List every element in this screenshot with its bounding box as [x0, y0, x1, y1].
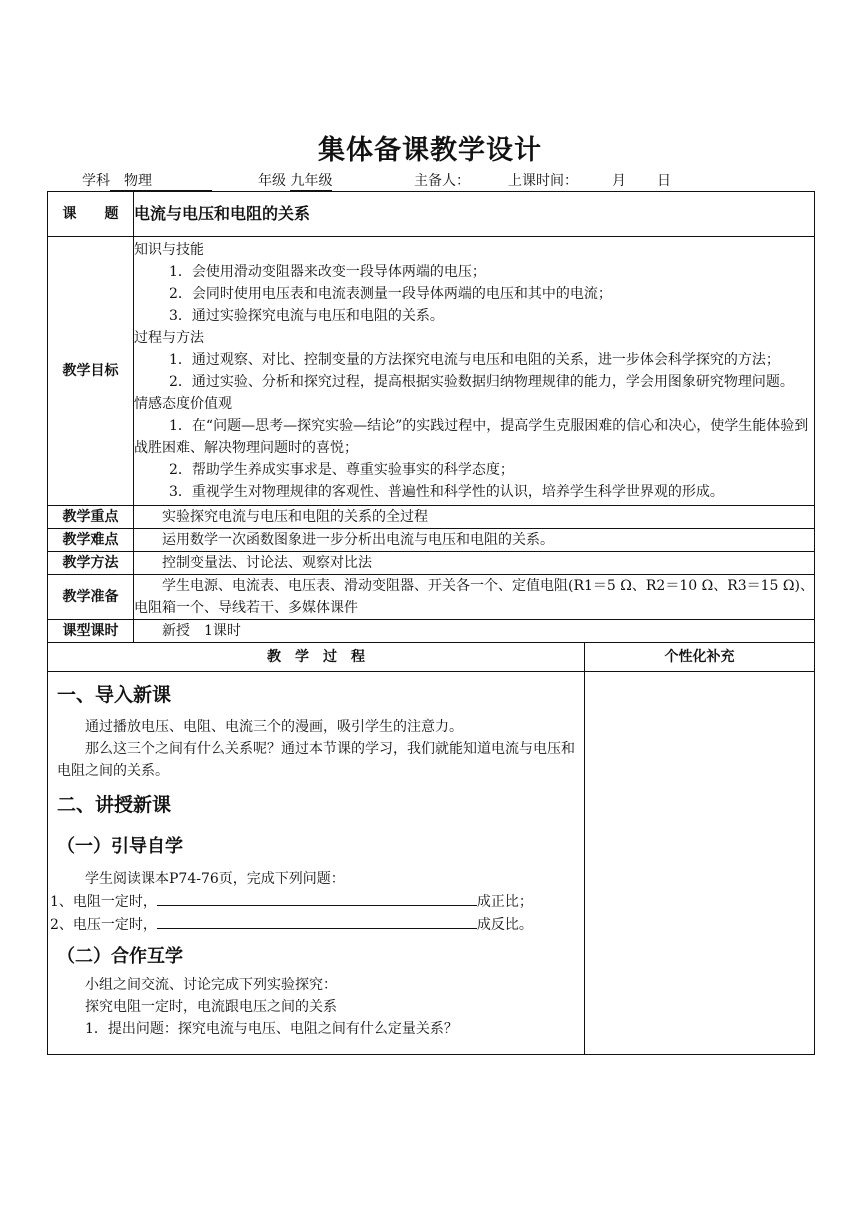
- goal-item: 3．重视学生对物理规律的客观性、普遍性和科学性的认识，培养学生科学世界观的形成。: [169, 484, 724, 500]
- supplement-header: 个性化补充: [585, 643, 815, 672]
- topic-row: [48, 192, 815, 237]
- goal-item: 2．会同时使用电压表和电流表测量一段导体两端的电压和其中的电流；: [169, 286, 612, 302]
- goals-heading-knowledge: 知识与技能: [134, 242, 204, 258]
- prep-value: 学生电源、电流表、电压表、滑动变阻器、开关各一个、定值电阻(R1＝5 Ω、R2＝10 Ω、R3＝15 Ω)、电阻箱一个、导线若干、多媒体课件: [134, 575, 815, 620]
- goals-content: [134, 237, 815, 506]
- topic-label: 课 题: [48, 192, 134, 237]
- question-2: [50, 913, 576, 936]
- key-label: 教学重点: [48, 506, 134, 529]
- prep-row: [48, 575, 815, 620]
- type-row: [48, 620, 815, 643]
- intro-paragraph: 那么这三个之间有什么关系呢？通过本节课的学习，我们就能知道电流与电压和电阻之间的关系。: [57, 741, 575, 779]
- process-header-row: [48, 643, 815, 672]
- answer-blank-2[interactable]: [157, 913, 477, 929]
- subsection-cooperation-heading: （二）合作互学: [57, 946, 183, 967]
- goal-item: 1．会使用滑动变阻器来改变一段导体两端的电压；: [169, 264, 486, 280]
- method-label: 教学方法: [48, 552, 134, 575]
- method-value: 控制变量法、讨论法、观察对比法: [134, 552, 815, 575]
- time-label: 上课时间：: [508, 173, 578, 189]
- grade-label: 年级: [258, 173, 286, 189]
- intro-paragraph: 通过播放电压、电阻、电流三个的漫画，吸引学生的注意力。: [85, 719, 463, 735]
- goal-item: 1．通过观察、对比、控制变量的方法探究电流与电压和电阻的关系，进一步体会科学探究的方法；: [169, 352, 780, 368]
- key-row: [48, 506, 815, 529]
- cooperation-paragraph: 1．提出问题：探究电流与电压、电阻之间有什么定量关系？: [85, 1021, 458, 1037]
- cooperation-paragraph: 小组之间交流、讨论完成下列实验探究：: [85, 977, 337, 993]
- goals-label: 教学目标: [48, 237, 134, 506]
- difficulty-label: 教学难点: [48, 529, 134, 552]
- goal-item: 2．帮助学生养成实事求是、尊重实验事实的科学态度；: [169, 462, 514, 478]
- goals-row: [48, 237, 815, 506]
- host-label: 主备人：: [414, 173, 470, 189]
- day-label: 日: [657, 173, 671, 189]
- process-header: 教 学 过 程: [48, 643, 585, 672]
- subject-value: 物理: [110, 170, 212, 191]
- key-value: 实验探究电流与电压和电阻的关系的全过程: [134, 506, 815, 529]
- difficulty-value: 运用数学一次函数图象进一步分析出电流与电压和电阻的关系。: [134, 529, 815, 552]
- goals-heading-process: 过程与方法: [134, 330, 204, 346]
- subsection-self-study-heading: （一）引导自学: [57, 836, 183, 857]
- subject-field: [82, 170, 212, 191]
- supplement-cell[interactable]: [585, 672, 815, 1055]
- grade-value: 九年级: [290, 170, 332, 191]
- self-study-paragraph: 学生阅读课本P74-76页，完成下列问题：: [85, 871, 345, 887]
- lesson-plan-table: [47, 191, 815, 1055]
- question-2-suffix: 成反比。: [476, 917, 533, 933]
- goal-item: 3．通过实验探究电流与电压和电阻的关系。: [169, 308, 444, 324]
- month-label: 月: [612, 173, 626, 189]
- question-1-suffix: 成正比；: [476, 894, 533, 910]
- difficulty-row: [48, 529, 815, 552]
- process-content: [48, 672, 585, 1055]
- type-label: 课型课时: [48, 620, 134, 643]
- type-value: 新授 1课时: [134, 620, 815, 643]
- prep-label: 教学准备: [48, 575, 134, 620]
- goals-heading-attitude: 情感态度价值观: [134, 396, 232, 412]
- subject-label: 学科: [82, 173, 110, 189]
- goal-item: 2．通过实验、分析和探究过程，提高根据实验数据归纳物理规律的能力，学会用图象研究物理问题。: [169, 374, 794, 390]
- section-intro-heading: 一、导入新课: [57, 684, 172, 706]
- process-body-row: [48, 672, 815, 1055]
- cooperation-paragraph: 探究电阻一定时，电流跟电压之间的关系: [85, 999, 337, 1015]
- section-new-lesson-heading: 二、讲授新课: [57, 794, 172, 816]
- question-2-prefix: 2、电压一定时，: [50, 917, 157, 933]
- question-1: [50, 890, 576, 913]
- answer-blank-1[interactable]: [157, 890, 477, 906]
- question-1-prefix: 1、电阻一定时，: [50, 894, 157, 910]
- document-title: 集体备课教学设计: [318, 135, 542, 166]
- topic-value: 电流与电压和电阻的关系: [134, 192, 815, 237]
- goal-item: 1．在“问题—思考—探究实验—结论”的实践过程中，提高学生克服困难的信心和决心，使学生能体验到战胜困难、解决物理问题时的喜悦；: [134, 418, 809, 456]
- method-row: [48, 552, 815, 575]
- grade-field: [258, 170, 332, 191]
